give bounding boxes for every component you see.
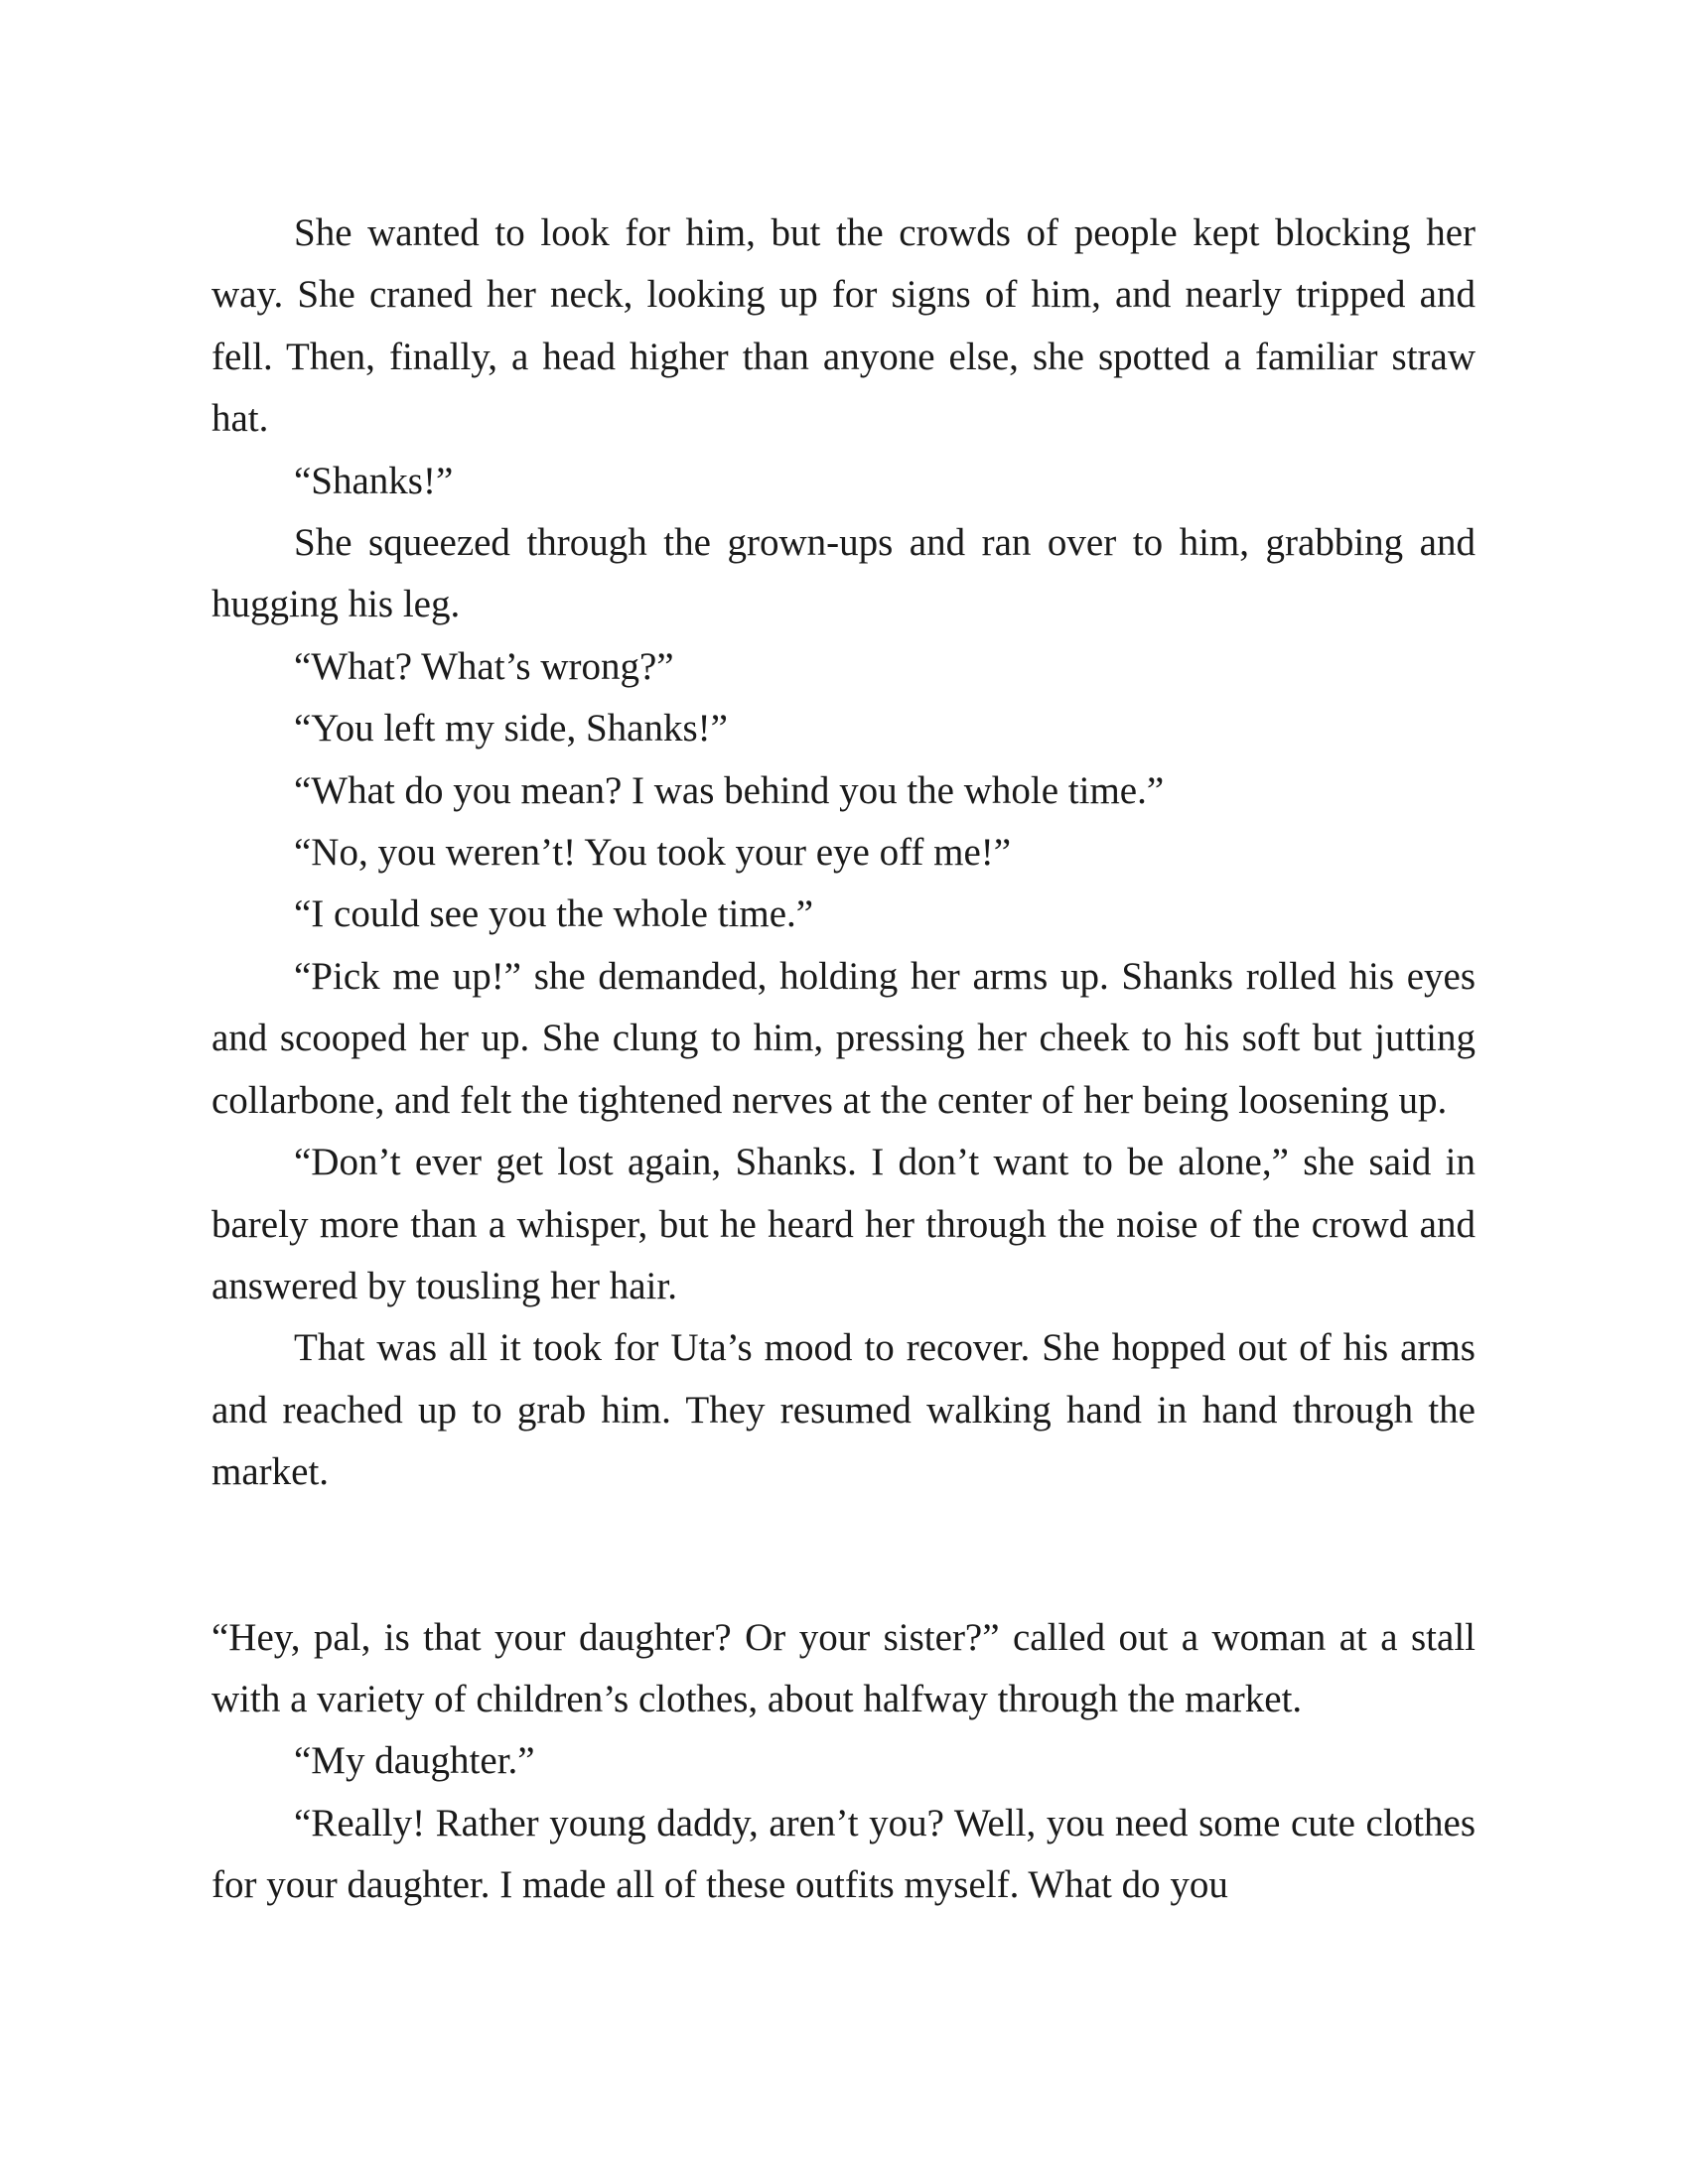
- paragraph: “No, you weren’t! You took your eye off me!”: [294, 831, 1012, 875]
- paragraph: “My daughter.”: [294, 1739, 535, 1783]
- paragraph: “What do you mean? I was behind you the whole time.”: [294, 768, 1165, 812]
- paragraph: “Don’t ever get lost again, Shanks. I don’t want to be alone,” she said in barely more than a whisper, but he heard her through the noise of the crowd and answered by tousling her hair.: [211, 1141, 1476, 1307]
- paragraph: She wanted to look for him, but the crowds of people kept blocking her way. She craned her neck, looking up for signs of him, and nearly tripped and fell. Then, finally, a head higher than anyone else, she spotted a familiar straw hat.: [211, 211, 1476, 441]
- paragraph: “Shanks!”: [294, 459, 454, 502]
- paragraph: “I could see you the whole time.”: [294, 892, 814, 936]
- paragraph: “What? What’s wrong?”: [294, 644, 674, 688]
- paragraph: “Pick me up!” she demanded, holding her arms up. Shanks rolled his eyes and scooped her up. She clung to him, pressing her cheek to his soft but jutting collarbone, and felt the tightened nerves at the center of her being loosening up.: [211, 954, 1476, 1122]
- paragraph: “Really! Rather young daddy, aren’t you? Well, you need some cute clothes for your daughter. I made all of these outfits myself. What do you: [211, 1801, 1476, 1907]
- paragraph: She squeezed through the grown-ups and ran over to him, grabbing and hugging his leg.: [211, 521, 1476, 626]
- paragraph: “You left my side, Shanks!”: [294, 707, 728, 751]
- paragraph: That was all it took for Uta’s mood to recover. She hopped out of his arms and reached up to grab him. They resumed walking hand in hand through the market.: [211, 1326, 1476, 1494]
- scene-break: [211, 1504, 1476, 1607]
- paragraph: “Hey, pal, is that your daughter? Or your sister?” called out a woman at a stall with a variety of children’s clothes, about halfway through the market.: [211, 1615, 1476, 1720]
- text-body: [211, 203, 1476, 1917]
